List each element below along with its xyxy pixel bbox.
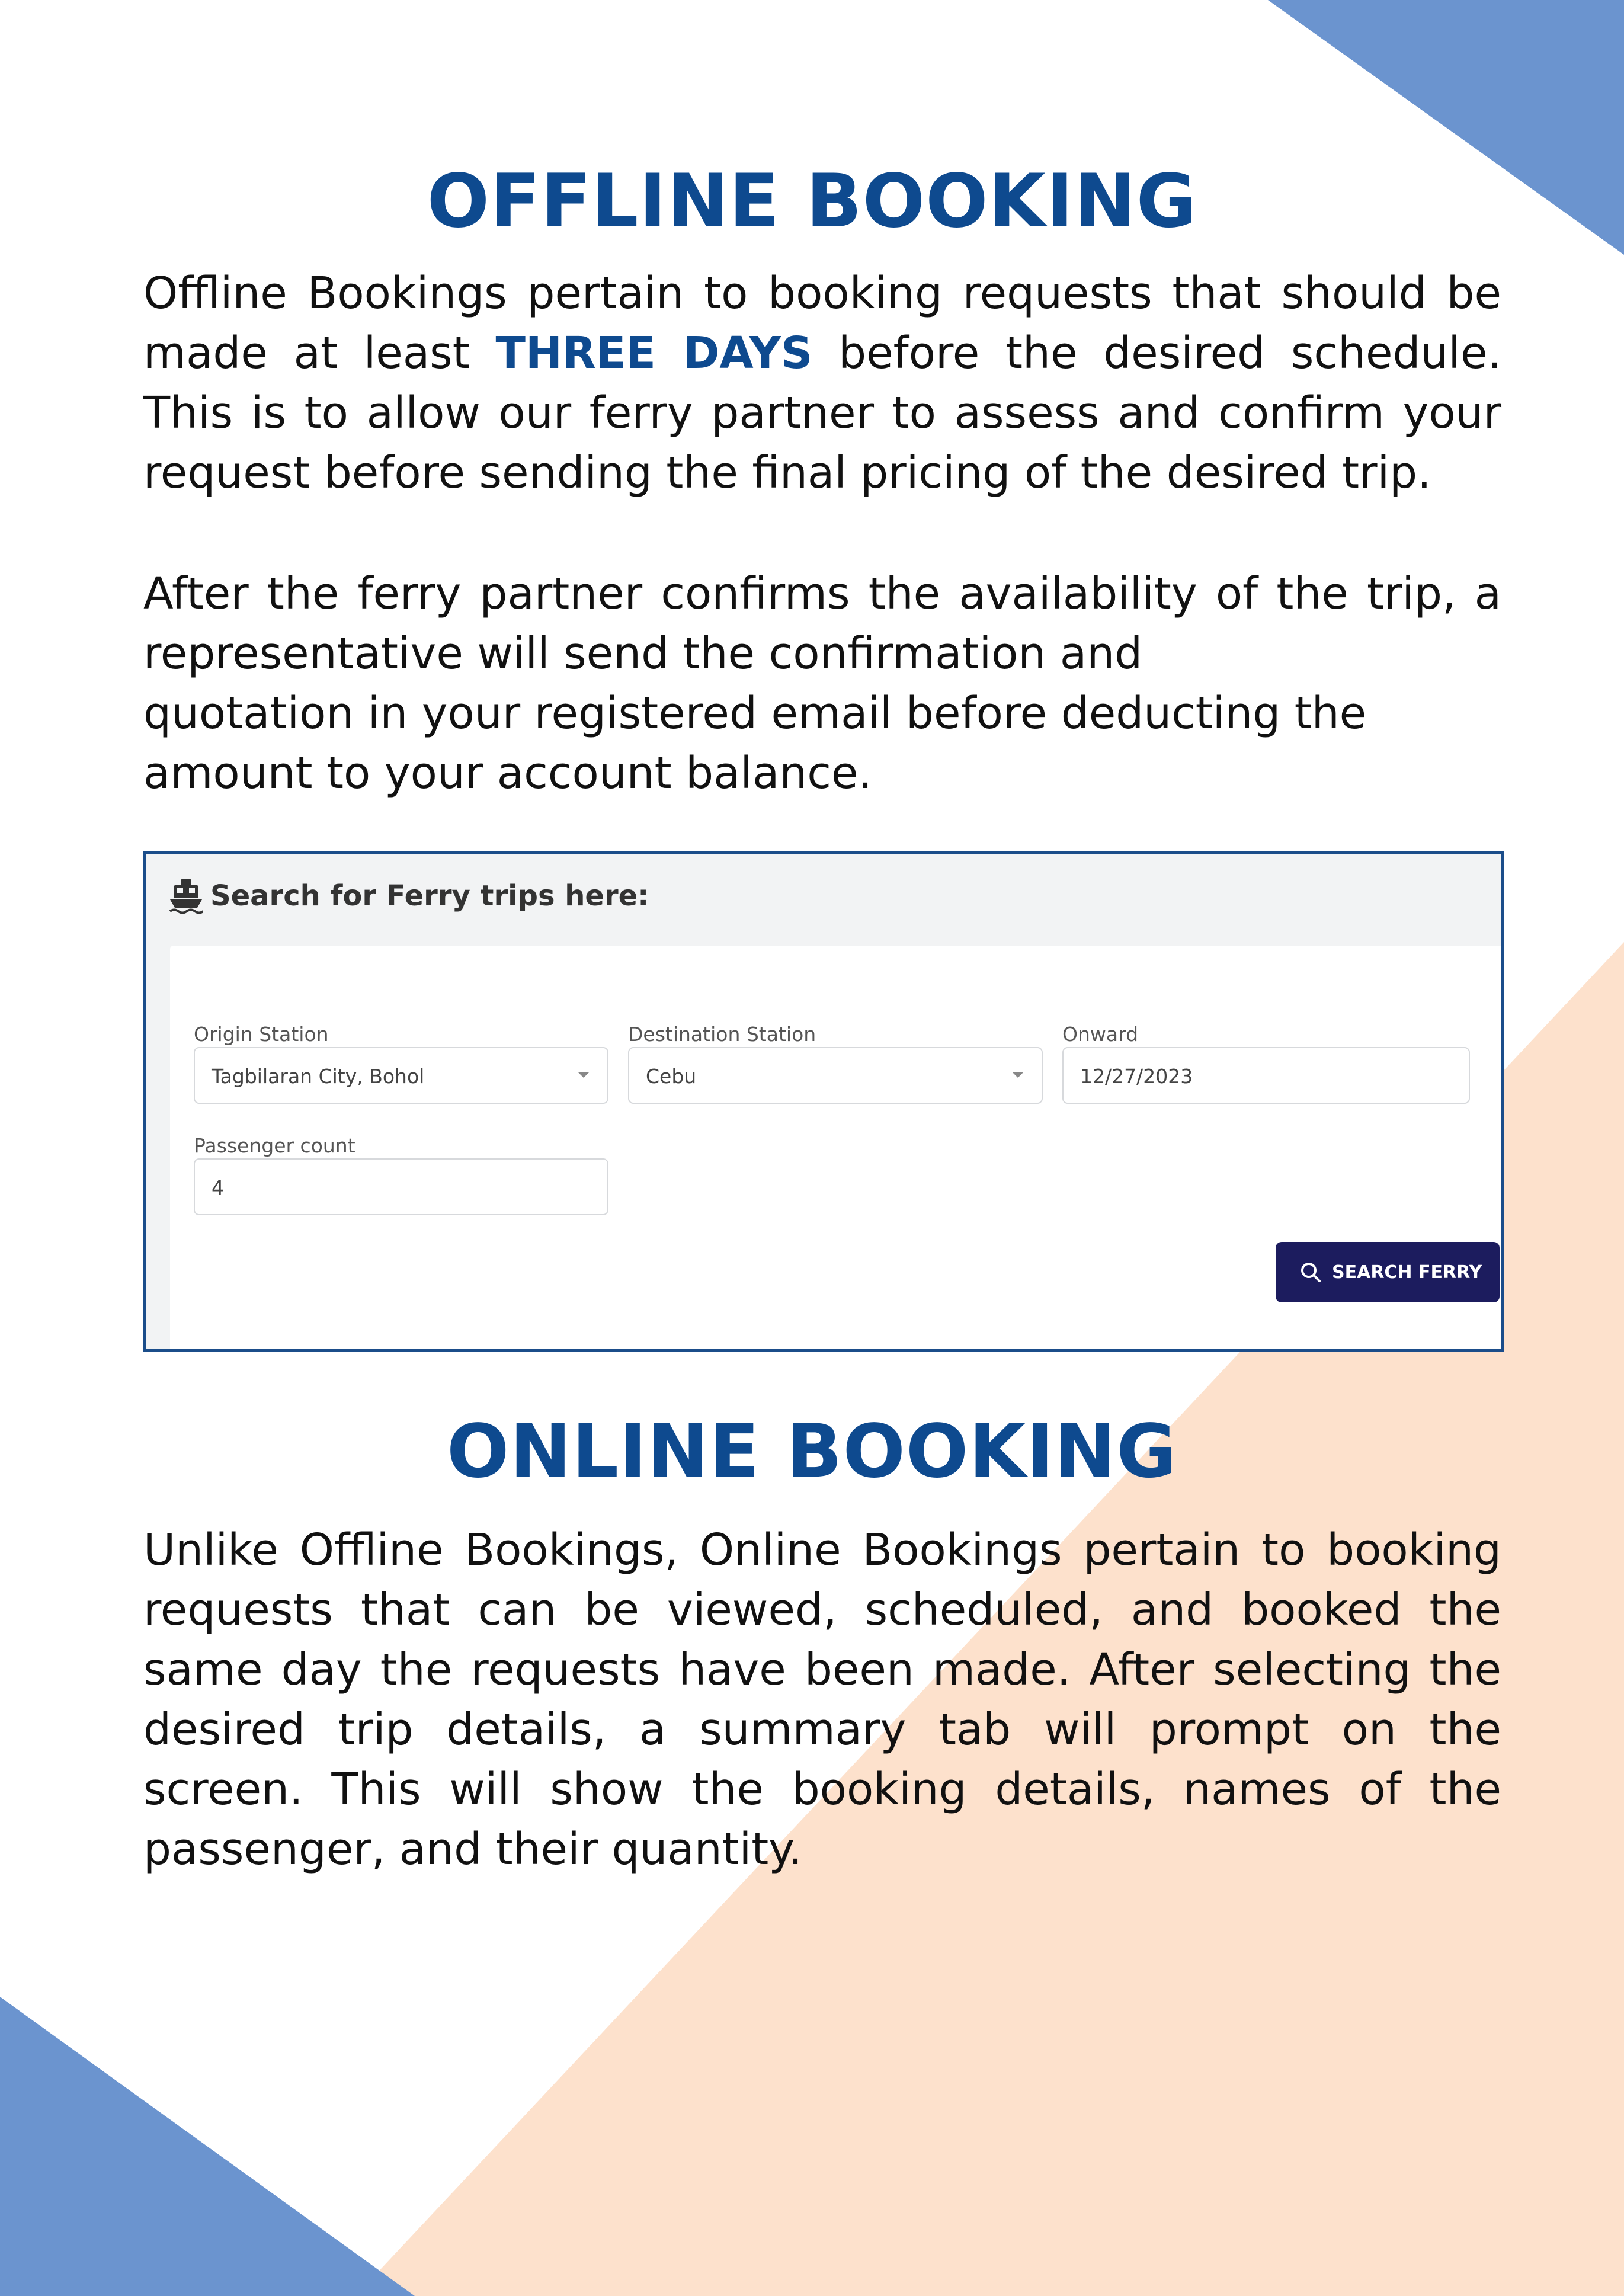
- chevron-down-icon: [1012, 1072, 1024, 1078]
- ferry-search-screenshot: [143, 851, 1504, 1352]
- chevron-down-icon: [578, 1072, 590, 1078]
- passenger-count-label: Passenger count: [194, 1134, 355, 1157]
- origin-station-value: Tagbilaran City, Bohol: [212, 1065, 425, 1088]
- confirmation-line-4: amount to your account balance.: [143, 748, 872, 799]
- search-panel-title: Search for Ferry trips here:: [210, 879, 649, 912]
- confirmation-line-2: representative will send the confirmation and: [143, 628, 1143, 679]
- passenger-count-value: 4: [212, 1176, 224, 1199]
- search-icon: [1299, 1261, 1322, 1283]
- offline-confirmation-text: [143, 564, 1501, 803]
- three-days-emphasis: THREE DAYS: [495, 328, 813, 379]
- search-ferry-label: SEARCH FERRY: [1332, 1262, 1482, 1283]
- ferry-icon: [169, 878, 203, 915]
- online-description: Unlike Offline Bookings, Online Bookings pertain to booking requests that can be viewed, scheduled, and booked the same day the requests have been made. After selecting the desired trip details, a summary tab will prompt on the screen. This will show the booking details, names of the passenger, and their quantity.: [143, 1525, 1501, 1875]
- origin-station-label: Origin Station: [194, 1023, 329, 1046]
- confirmation-line-3: quotation in your registered email before deducting the: [143, 688, 1367, 739]
- online-booking-heading: ONLINE BOOKING: [446, 1409, 1178, 1494]
- onward-date-input[interactable]: [1062, 1047, 1470, 1104]
- search-ferry-button[interactable]: [1276, 1242, 1500, 1302]
- offline-text-part1: Offline Bookings pertain to booking requests that should be made at least: [143, 268, 1501, 379]
- offline-booking-heading: OFFLINE BOOKING: [427, 159, 1197, 244]
- onward-date-value: 12/27/2023: [1080, 1065, 1193, 1088]
- destination-station-value: Cebu: [646, 1065, 697, 1088]
- destination-station-select[interactable]: [628, 1047, 1043, 1104]
- destination-station-label: Destination Station: [628, 1023, 816, 1046]
- passenger-count-input[interactable]: [194, 1158, 608, 1215]
- offline-text-part2: before the desired schedule. This is to allow our ferry partner to assess and confirm your request before sending the final pricing of the desired trip.: [143, 328, 1501, 498]
- origin-station-select[interactable]: [194, 1047, 608, 1104]
- offline-description: [143, 264, 1501, 503]
- search-panel-header: [146, 854, 1501, 946]
- onward-date-label: Onward: [1062, 1023, 1139, 1046]
- search-form: [170, 946, 1501, 1349]
- confirmation-line-1: After the ferry partner confirms the availability of the trip, a: [143, 568, 1501, 619]
- bottom-left-blue-triangle: [0, 1997, 415, 2296]
